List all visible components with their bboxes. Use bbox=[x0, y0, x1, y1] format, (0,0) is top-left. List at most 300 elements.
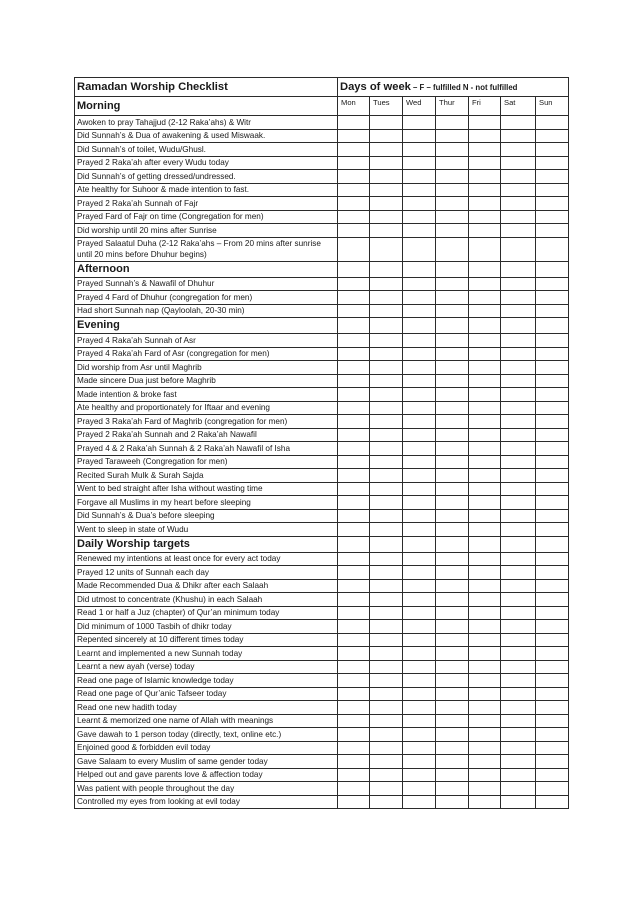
day-cell-thur[interactable] bbox=[436, 197, 469, 211]
day-cell-tues[interactable] bbox=[370, 277, 403, 291]
day-cell-tues[interactable] bbox=[370, 401, 403, 415]
day-cell-sun[interactable] bbox=[536, 482, 569, 496]
day-cell-tues[interactable] bbox=[370, 469, 403, 483]
day-cell-fri[interactable] bbox=[469, 455, 501, 469]
day-cell-mon[interactable] bbox=[338, 415, 370, 429]
day-cell[interactable] bbox=[536, 261, 569, 277]
day-cell-mon[interactable] bbox=[338, 509, 370, 523]
day-cell-thur[interactable] bbox=[436, 496, 469, 510]
day-cell-tues[interactable] bbox=[370, 509, 403, 523]
day-cell-mon[interactable] bbox=[338, 401, 370, 415]
day-cell-tues[interactable] bbox=[370, 156, 403, 170]
day-cell-tues[interactable] bbox=[370, 496, 403, 510]
day-cell-tues[interactable] bbox=[370, 304, 403, 318]
day-cell-tues[interactable] bbox=[370, 633, 403, 647]
day-cell-tues[interactable] bbox=[370, 782, 403, 796]
day-cell-sat[interactable] bbox=[501, 755, 536, 769]
day-cell-tues[interactable] bbox=[370, 347, 403, 361]
day-cell-thur[interactable] bbox=[436, 401, 469, 415]
day-cell-wed[interactable] bbox=[403, 401, 436, 415]
day-cell-sun[interactable] bbox=[536, 647, 569, 661]
day-cell-wed[interactable] bbox=[403, 714, 436, 728]
day-cell-thur[interactable] bbox=[436, 741, 469, 755]
day-cell-sat[interactable] bbox=[501, 116, 536, 130]
day-cell-fri[interactable] bbox=[469, 304, 501, 318]
day-cell-wed[interactable] bbox=[403, 415, 436, 429]
day-cell-sat[interactable] bbox=[501, 687, 536, 701]
day-cell-thur[interactable] bbox=[436, 455, 469, 469]
day-cell-fri[interactable] bbox=[469, 116, 501, 130]
day-cell-mon[interactable] bbox=[338, 347, 370, 361]
day-cell-wed[interactable] bbox=[403, 197, 436, 211]
day-cell-thur[interactable] bbox=[436, 633, 469, 647]
day-cell-sat[interactable] bbox=[501, 361, 536, 375]
day-cell-tues[interactable] bbox=[370, 170, 403, 184]
day-cell[interactable] bbox=[469, 318, 501, 334]
day-cell-mon[interactable] bbox=[338, 442, 370, 456]
day-cell-fri[interactable] bbox=[469, 755, 501, 769]
day-cell-sun[interactable] bbox=[536, 741, 569, 755]
day-cell-sun[interactable] bbox=[536, 170, 569, 184]
day-cell-fri[interactable] bbox=[469, 388, 501, 402]
day-cell-fri[interactable] bbox=[469, 714, 501, 728]
day-cell-wed[interactable] bbox=[403, 496, 436, 510]
day-cell-thur[interactable] bbox=[436, 291, 469, 305]
day-cell-mon[interactable] bbox=[338, 455, 370, 469]
day-cell-mon[interactable] bbox=[338, 755, 370, 769]
day-cell-wed[interactable] bbox=[403, 782, 436, 796]
day-cell-wed[interactable] bbox=[403, 156, 436, 170]
day-cell-tues[interactable] bbox=[370, 415, 403, 429]
day-cell-fri[interactable] bbox=[469, 620, 501, 634]
day-cell-mon[interactable] bbox=[338, 795, 370, 809]
day-cell-sat[interactable] bbox=[501, 237, 536, 261]
day-cell-mon[interactable] bbox=[338, 496, 370, 510]
day-cell-fri[interactable] bbox=[469, 291, 501, 305]
day-cell-mon[interactable] bbox=[338, 183, 370, 197]
day-cell-wed[interactable] bbox=[403, 170, 436, 184]
day-cell-mon[interactable] bbox=[338, 277, 370, 291]
day-cell-tues[interactable] bbox=[370, 455, 403, 469]
day-cell-sat[interactable] bbox=[501, 660, 536, 674]
day-cell-fri[interactable] bbox=[469, 143, 501, 157]
day-cell-mon[interactable] bbox=[338, 224, 370, 238]
day-cell-sat[interactable] bbox=[501, 579, 536, 593]
day-cell-fri[interactable] bbox=[469, 647, 501, 661]
day-cell-sun[interactable] bbox=[536, 361, 569, 375]
day-cell-thur[interactable] bbox=[436, 687, 469, 701]
day-cell-fri[interactable] bbox=[469, 523, 501, 537]
day-cell-thur[interactable] bbox=[436, 509, 469, 523]
day-cell-sat[interactable] bbox=[501, 768, 536, 782]
day-cell[interactable] bbox=[370, 536, 403, 552]
day-cell-thur[interactable] bbox=[436, 304, 469, 318]
day-cell-thur[interactable] bbox=[436, 361, 469, 375]
day-cell-sun[interactable] bbox=[536, 469, 569, 483]
day-cell-tues[interactable] bbox=[370, 210, 403, 224]
day-cell-wed[interactable] bbox=[403, 442, 436, 456]
day-cell-sun[interactable] bbox=[536, 388, 569, 402]
day-cell-tues[interactable] bbox=[370, 237, 403, 261]
day-cell-tues[interactable] bbox=[370, 755, 403, 769]
day-cell-mon[interactable] bbox=[338, 782, 370, 796]
day-cell-tues[interactable] bbox=[370, 334, 403, 348]
day-cell-mon[interactable] bbox=[338, 633, 370, 647]
day-cell-wed[interactable] bbox=[403, 224, 436, 238]
day-cell-sun[interactable] bbox=[536, 197, 569, 211]
day-cell-thur[interactable] bbox=[436, 156, 469, 170]
day-cell-mon[interactable] bbox=[338, 170, 370, 184]
day-cell-fri[interactable] bbox=[469, 566, 501, 580]
day-cell-fri[interactable] bbox=[469, 277, 501, 291]
day-cell[interactable] bbox=[338, 318, 370, 334]
day-cell-fri[interactable] bbox=[469, 482, 501, 496]
day-cell[interactable] bbox=[436, 261, 469, 277]
day-cell-sun[interactable] bbox=[536, 442, 569, 456]
day-cell-sat[interactable] bbox=[501, 374, 536, 388]
day-cell-sat[interactable] bbox=[501, 455, 536, 469]
day-cell-thur[interactable] bbox=[436, 566, 469, 580]
day-cell-sun[interactable] bbox=[536, 237, 569, 261]
day-cell-thur[interactable] bbox=[436, 469, 469, 483]
day-cell-mon[interactable] bbox=[338, 428, 370, 442]
day-cell-tues[interactable] bbox=[370, 197, 403, 211]
day-cell-fri[interactable] bbox=[469, 374, 501, 388]
day-cell-wed[interactable] bbox=[403, 334, 436, 348]
day-cell-tues[interactable] bbox=[370, 620, 403, 634]
day-cell-fri[interactable] bbox=[469, 552, 501, 566]
day-cell-sat[interactable] bbox=[501, 647, 536, 661]
day-cell-wed[interactable] bbox=[403, 606, 436, 620]
day-cell-wed[interactable] bbox=[403, 455, 436, 469]
day-cell-fri[interactable] bbox=[469, 224, 501, 238]
day-cell-sun[interactable] bbox=[536, 755, 569, 769]
day-cell-sun[interactable] bbox=[536, 782, 569, 796]
day-cell-wed[interactable] bbox=[403, 116, 436, 130]
day-cell-mon[interactable] bbox=[338, 701, 370, 715]
day-cell-tues[interactable] bbox=[370, 129, 403, 143]
day-cell-tues[interactable] bbox=[370, 701, 403, 715]
day-cell[interactable] bbox=[370, 318, 403, 334]
day-cell-sat[interactable] bbox=[501, 482, 536, 496]
day-cell-tues[interactable] bbox=[370, 482, 403, 496]
day-cell-thur[interactable] bbox=[436, 523, 469, 537]
day-cell-wed[interactable] bbox=[403, 237, 436, 261]
day-cell-sat[interactable] bbox=[501, 442, 536, 456]
day-cell-thur[interactable] bbox=[436, 579, 469, 593]
day-cell-wed[interactable] bbox=[403, 701, 436, 715]
day-cell-fri[interactable] bbox=[469, 496, 501, 510]
day-cell-mon[interactable] bbox=[338, 593, 370, 607]
day-cell-mon[interactable] bbox=[338, 334, 370, 348]
day-cell-wed[interactable] bbox=[403, 566, 436, 580]
day-cell-sun[interactable] bbox=[536, 496, 569, 510]
day-cell-thur[interactable] bbox=[436, 210, 469, 224]
day-cell[interactable] bbox=[536, 318, 569, 334]
day-cell-sat[interactable] bbox=[501, 523, 536, 537]
day-cell[interactable] bbox=[501, 318, 536, 334]
day-cell[interactable] bbox=[436, 536, 469, 552]
day-cell-thur[interactable] bbox=[436, 482, 469, 496]
day-cell-sun[interactable] bbox=[536, 143, 569, 157]
day-cell-sun[interactable] bbox=[536, 728, 569, 742]
day-cell-sat[interactable] bbox=[501, 795, 536, 809]
day-cell-fri[interactable] bbox=[469, 687, 501, 701]
day-cell-wed[interactable] bbox=[403, 660, 436, 674]
day-cell-sun[interactable] bbox=[536, 116, 569, 130]
day-cell-tues[interactable] bbox=[370, 552, 403, 566]
day-cell-thur[interactable] bbox=[436, 795, 469, 809]
day-cell-tues[interactable] bbox=[370, 291, 403, 305]
day-cell-sat[interactable] bbox=[501, 593, 536, 607]
day-cell-mon[interactable] bbox=[338, 388, 370, 402]
day-cell-wed[interactable] bbox=[403, 579, 436, 593]
day-cell-thur[interactable] bbox=[436, 674, 469, 688]
day-cell-sun[interactable] bbox=[536, 606, 569, 620]
day-cell-wed[interactable] bbox=[403, 552, 436, 566]
day-cell-sun[interactable] bbox=[536, 593, 569, 607]
day-cell-sat[interactable] bbox=[501, 170, 536, 184]
day-cell-sun[interactable] bbox=[536, 579, 569, 593]
day-cell-wed[interactable] bbox=[403, 728, 436, 742]
day-cell-fri[interactable] bbox=[469, 782, 501, 796]
day-cell[interactable] bbox=[338, 261, 370, 277]
day-cell-wed[interactable] bbox=[403, 647, 436, 661]
day-cell-mon[interactable] bbox=[338, 361, 370, 375]
day-cell-mon[interactable] bbox=[338, 714, 370, 728]
day-cell[interactable] bbox=[536, 536, 569, 552]
day-cell-sun[interactable] bbox=[536, 374, 569, 388]
day-cell-tues[interactable] bbox=[370, 579, 403, 593]
day-cell[interactable] bbox=[501, 261, 536, 277]
day-cell-sun[interactable] bbox=[536, 156, 569, 170]
day-cell[interactable] bbox=[370, 261, 403, 277]
day-cell-sun[interactable] bbox=[536, 523, 569, 537]
day-cell-sat[interactable] bbox=[501, 277, 536, 291]
day-cell-sat[interactable] bbox=[501, 197, 536, 211]
day-cell-tues[interactable] bbox=[370, 714, 403, 728]
day-cell-sun[interactable] bbox=[536, 552, 569, 566]
day-cell-wed[interactable] bbox=[403, 509, 436, 523]
day-cell-tues[interactable] bbox=[370, 741, 403, 755]
day-cell-wed[interactable] bbox=[403, 347, 436, 361]
day-cell-wed[interactable] bbox=[403, 795, 436, 809]
day-cell-sat[interactable] bbox=[501, 224, 536, 238]
day-cell-mon[interactable] bbox=[338, 374, 370, 388]
day-cell-tues[interactable] bbox=[370, 388, 403, 402]
day-cell-thur[interactable] bbox=[436, 334, 469, 348]
day-cell-sun[interactable] bbox=[536, 687, 569, 701]
day-cell-thur[interactable] bbox=[436, 428, 469, 442]
day-cell-sat[interactable] bbox=[501, 291, 536, 305]
day-cell-sat[interactable] bbox=[501, 334, 536, 348]
day-cell-mon[interactable] bbox=[338, 291, 370, 305]
day-cell-thur[interactable] bbox=[436, 129, 469, 143]
day-cell-fri[interactable] bbox=[469, 579, 501, 593]
day-cell-thur[interactable] bbox=[436, 388, 469, 402]
day-cell-tues[interactable] bbox=[370, 768, 403, 782]
day-cell-mon[interactable] bbox=[338, 237, 370, 261]
day-cell-thur[interactable] bbox=[436, 116, 469, 130]
day-cell-mon[interactable] bbox=[338, 647, 370, 661]
day-cell-mon[interactable] bbox=[338, 768, 370, 782]
day-cell-wed[interactable] bbox=[403, 143, 436, 157]
day-cell-sun[interactable] bbox=[536, 129, 569, 143]
day-cell-sun[interactable] bbox=[536, 347, 569, 361]
day-cell-fri[interactable] bbox=[469, 593, 501, 607]
day-cell-wed[interactable] bbox=[403, 210, 436, 224]
day-cell-sat[interactable] bbox=[501, 782, 536, 796]
day-cell-thur[interactable] bbox=[436, 768, 469, 782]
day-cell-fri[interactable] bbox=[469, 401, 501, 415]
day-cell-fri[interactable] bbox=[469, 606, 501, 620]
day-cell-mon[interactable] bbox=[338, 552, 370, 566]
day-cell-mon[interactable] bbox=[338, 482, 370, 496]
day-cell-wed[interactable] bbox=[403, 741, 436, 755]
day-cell-fri[interactable] bbox=[469, 728, 501, 742]
day-cell-sun[interactable] bbox=[536, 768, 569, 782]
day-cell-fri[interactable] bbox=[469, 170, 501, 184]
day-cell-fri[interactable] bbox=[469, 509, 501, 523]
day-cell-sun[interactable] bbox=[536, 334, 569, 348]
day-cell[interactable] bbox=[338, 536, 370, 552]
day-cell-mon[interactable] bbox=[338, 687, 370, 701]
day-cell-thur[interactable] bbox=[436, 415, 469, 429]
day-cell-mon[interactable] bbox=[338, 523, 370, 537]
day-cell-mon[interactable] bbox=[338, 469, 370, 483]
day-cell-thur[interactable] bbox=[436, 347, 469, 361]
day-cell-sun[interactable] bbox=[536, 428, 569, 442]
day-cell-thur[interactable] bbox=[436, 170, 469, 184]
day-cell-tues[interactable] bbox=[370, 674, 403, 688]
day-cell-tues[interactable] bbox=[370, 647, 403, 661]
day-cell-thur[interactable] bbox=[436, 442, 469, 456]
day-cell-sat[interactable] bbox=[501, 428, 536, 442]
day-cell-sat[interactable] bbox=[501, 156, 536, 170]
day-cell-mon[interactable] bbox=[338, 197, 370, 211]
day-cell-fri[interactable] bbox=[469, 442, 501, 456]
day-cell-sat[interactable] bbox=[501, 401, 536, 415]
day-cell-sun[interactable] bbox=[536, 401, 569, 415]
day-cell-sat[interactable] bbox=[501, 347, 536, 361]
day-cell-wed[interactable] bbox=[403, 291, 436, 305]
day-cell-tues[interactable] bbox=[370, 442, 403, 456]
day-cell-tues[interactable] bbox=[370, 361, 403, 375]
day-cell-sun[interactable] bbox=[536, 291, 569, 305]
day-cell-fri[interactable] bbox=[469, 660, 501, 674]
day-cell-wed[interactable] bbox=[403, 768, 436, 782]
day-cell-mon[interactable] bbox=[338, 210, 370, 224]
day-cell-sun[interactable] bbox=[536, 224, 569, 238]
day-cell-fri[interactable] bbox=[469, 183, 501, 197]
day-cell-sun[interactable] bbox=[536, 210, 569, 224]
day-cell-mon[interactable] bbox=[338, 156, 370, 170]
day-cell-tues[interactable] bbox=[370, 566, 403, 580]
day-cell-sat[interactable] bbox=[501, 620, 536, 634]
day-cell-sun[interactable] bbox=[536, 566, 569, 580]
day-cell-sat[interactable] bbox=[501, 552, 536, 566]
day-cell-mon[interactable] bbox=[338, 741, 370, 755]
day-cell-fri[interactable] bbox=[469, 129, 501, 143]
day-cell-sat[interactable] bbox=[501, 674, 536, 688]
day-cell-sat[interactable] bbox=[501, 469, 536, 483]
day-cell-sun[interactable] bbox=[536, 304, 569, 318]
day-cell-mon[interactable] bbox=[338, 728, 370, 742]
day-cell-wed[interactable] bbox=[403, 523, 436, 537]
day-cell-fri[interactable] bbox=[469, 768, 501, 782]
day-cell-fri[interactable] bbox=[469, 741, 501, 755]
day-cell-sun[interactable] bbox=[536, 277, 569, 291]
day-cell-wed[interactable] bbox=[403, 687, 436, 701]
day-cell-sat[interactable] bbox=[501, 388, 536, 402]
day-cell-sat[interactable] bbox=[501, 606, 536, 620]
day-cell-sat[interactable] bbox=[501, 701, 536, 715]
day-cell-mon[interactable] bbox=[338, 129, 370, 143]
day-cell[interactable] bbox=[403, 318, 436, 334]
day-cell-wed[interactable] bbox=[403, 469, 436, 483]
day-cell-tues[interactable] bbox=[370, 183, 403, 197]
day-cell-fri[interactable] bbox=[469, 347, 501, 361]
day-cell-fri[interactable] bbox=[469, 633, 501, 647]
day-cell-fri[interactable] bbox=[469, 197, 501, 211]
day-cell-tues[interactable] bbox=[370, 593, 403, 607]
day-cell-sun[interactable] bbox=[536, 701, 569, 715]
day-cell-wed[interactable] bbox=[403, 388, 436, 402]
day-cell-thur[interactable] bbox=[436, 701, 469, 715]
day-cell-thur[interactable] bbox=[436, 755, 469, 769]
day-cell-wed[interactable] bbox=[403, 428, 436, 442]
day-cell-fri[interactable] bbox=[469, 428, 501, 442]
day-cell-sat[interactable] bbox=[501, 143, 536, 157]
day-cell-fri[interactable] bbox=[469, 674, 501, 688]
day-cell-sat[interactable] bbox=[501, 728, 536, 742]
day-cell-tues[interactable] bbox=[370, 374, 403, 388]
day-cell[interactable] bbox=[436, 318, 469, 334]
day-cell-sun[interactable] bbox=[536, 620, 569, 634]
day-cell-sun[interactable] bbox=[536, 674, 569, 688]
day-cell-sat[interactable] bbox=[501, 415, 536, 429]
day-cell-fri[interactable] bbox=[469, 334, 501, 348]
day-cell-mon[interactable] bbox=[338, 606, 370, 620]
day-cell-thur[interactable] bbox=[436, 660, 469, 674]
day-cell-fri[interactable] bbox=[469, 156, 501, 170]
day-cell-thur[interactable] bbox=[436, 620, 469, 634]
day-cell-wed[interactable] bbox=[403, 361, 436, 375]
day-cell-fri[interactable] bbox=[469, 415, 501, 429]
day-cell-mon[interactable] bbox=[338, 674, 370, 688]
day-cell-mon[interactable] bbox=[338, 620, 370, 634]
day-cell-fri[interactable] bbox=[469, 469, 501, 483]
day-cell-tues[interactable] bbox=[370, 660, 403, 674]
day-cell-fri[interactable] bbox=[469, 361, 501, 375]
day-cell-wed[interactable] bbox=[403, 593, 436, 607]
day-cell-mon[interactable] bbox=[338, 143, 370, 157]
day-cell-sun[interactable] bbox=[536, 415, 569, 429]
day-cell-tues[interactable] bbox=[370, 143, 403, 157]
day-cell-fri[interactable] bbox=[469, 795, 501, 809]
day-cell-tues[interactable] bbox=[370, 728, 403, 742]
day-cell-sun[interactable] bbox=[536, 183, 569, 197]
day-cell-tues[interactable] bbox=[370, 687, 403, 701]
day-cell-sat[interactable] bbox=[501, 741, 536, 755]
day-cell-thur[interactable] bbox=[436, 374, 469, 388]
day-cell-wed[interactable] bbox=[403, 183, 436, 197]
day-cell-wed[interactable] bbox=[403, 374, 436, 388]
day-cell-wed[interactable] bbox=[403, 277, 436, 291]
day-cell-sat[interactable] bbox=[501, 129, 536, 143]
day-cell-sat[interactable] bbox=[501, 210, 536, 224]
day-cell-thur[interactable] bbox=[436, 277, 469, 291]
